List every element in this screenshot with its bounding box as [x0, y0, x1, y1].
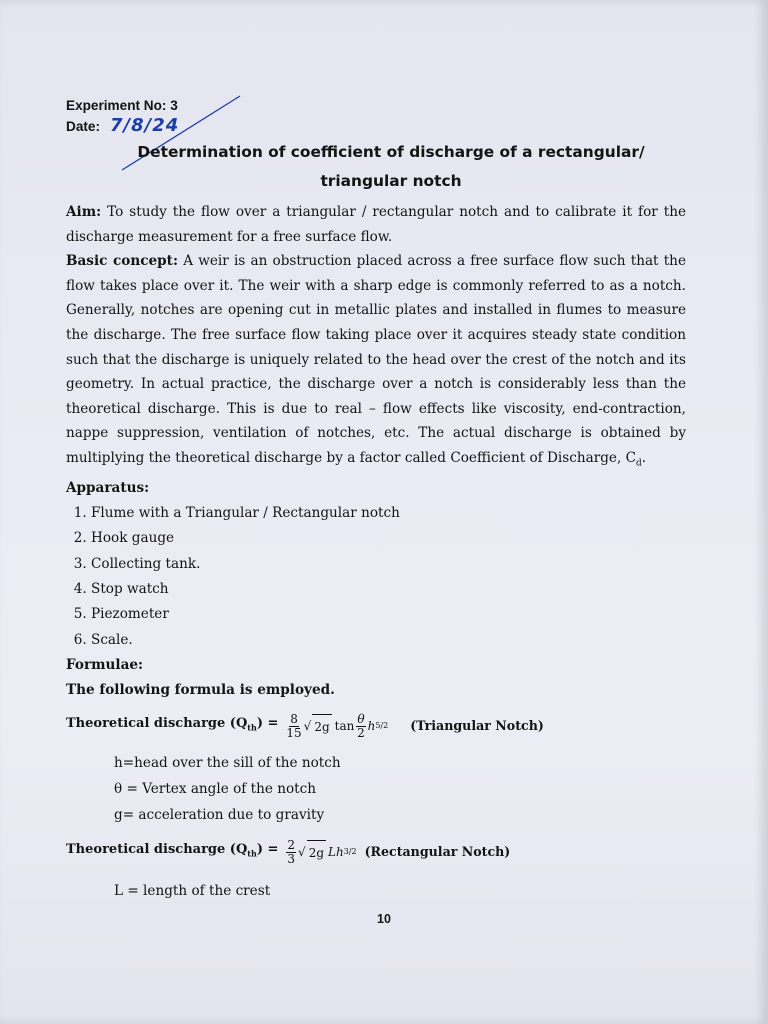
- exponent: 3/2: [343, 847, 357, 857]
- rectangular-formula: [66, 830, 686, 874]
- list-item: g= acceleration due to gravity: [114, 807, 325, 824]
- rectangular-formula-label: Theoretical discharge $(Q_{th})$ =: [66, 842, 279, 859]
- definition-length: L = length of the crest: [114, 883, 271, 900]
- handwritten-date: 7/8/24: [110, 115, 180, 136]
- head-variable: h: [367, 719, 376, 734]
- triangular-note: (Triangular Notch): [410, 718, 544, 734]
- root-term: 2g: [307, 840, 326, 866]
- formulae-heading: Formulae:: [66, 657, 144, 674]
- date-row: [66, 114, 686, 138]
- page-number: 10: [377, 912, 391, 926]
- angle-fraction: $\frac{\theta}{2}$: [357, 711, 365, 740]
- tan-term: tan: [334, 719, 355, 734]
- cd-subscript: d: [636, 458, 642, 469]
- root-term: 2g: [312, 714, 331, 740]
- rectangular-equation: [284, 839, 356, 866]
- date-label: Date:: [66, 119, 100, 134]
- list-item: h=head over the sill of the notch: [114, 755, 341, 772]
- basic-concept-label: Basic concept:: [66, 253, 178, 270]
- formulae-intro: The following formula is employed.: [66, 681, 335, 698]
- page-title: [96, 138, 686, 196]
- sqrt-icon: √: [298, 845, 306, 860]
- list-item: 5. Piezometer: [91, 602, 686, 627]
- basic-concept-paragraph: [66, 249, 686, 476]
- aim-paragraph: [66, 200, 686, 249]
- triangular-formula: [66, 704, 686, 748]
- basic-concept-text: A weir is an obstruction placed across a free surface flow such that the flow takes place over it. The weir with a sharp edge is commonly referred to as a notch. Generally, notches are opening cut in metallic plates and installed in flumes to measure the discharge. The free surface flow taking place over it acquires steady state condition such that the discharge is uniquely related to the head over the crest of the notch and its geometry. In actual practice, the discharge over a notch is considerably less than the theoretical discharge. This is due to real – flow effects like viscosity, end-contraction, nappe suppression, ventilation of notches, etc. The actual discharge is obtained by multiplying the theoretical discharge by a factor called Coefficient of Discharge, C: [66, 253, 686, 466]
- apparatus-list: [66, 501, 686, 653]
- basic-concept-end: .: [641, 449, 647, 466]
- length-head-variable: Lh: [328, 845, 344, 860]
- exponent: 5/2: [375, 721, 389, 731]
- title-line-1: Determination of coefficient of discharge of a rectangular/: [137, 143, 645, 161]
- aim-label: Aim:: [66, 204, 102, 220]
- list-item: θ = Vertex angle of the notch: [114, 781, 316, 798]
- title-line-2: triangular notch: [320, 172, 462, 190]
- list-item: 3. Collecting tank.: [91, 552, 686, 577]
- aim-text: To study the flow over a triangular / rectangular notch and to calibrate it for the discharge measurement for a free surface flow.: [66, 204, 686, 245]
- list-item: 4. Stop watch: [91, 577, 686, 602]
- document-body: [66, 94, 686, 904]
- coefficient-fraction: $\frac{2}{3}$: [287, 837, 296, 866]
- definitions-list: [66, 750, 686, 828]
- triangular-formula-label: Theoretical discharge $(Q_{th})$ =: [66, 716, 279, 733]
- list-item: 6. Scale.: [91, 628, 686, 653]
- list-item: 2. Hook gauge: [91, 526, 686, 551]
- sqrt-icon: √: [303, 719, 312, 734]
- triangular-equation: [284, 713, 388, 740]
- experiment-number: Experiment No: 3: [66, 98, 178, 113]
- coefficient-fraction: $\frac{8}{15}$: [286, 711, 302, 740]
- list-item: 1. Flume with a Triangular / Rectangular notch: [91, 501, 686, 526]
- rectangular-note: (Rectangular Notch): [364, 844, 511, 860]
- apparatus-heading: Apparatus:: [66, 480, 150, 497]
